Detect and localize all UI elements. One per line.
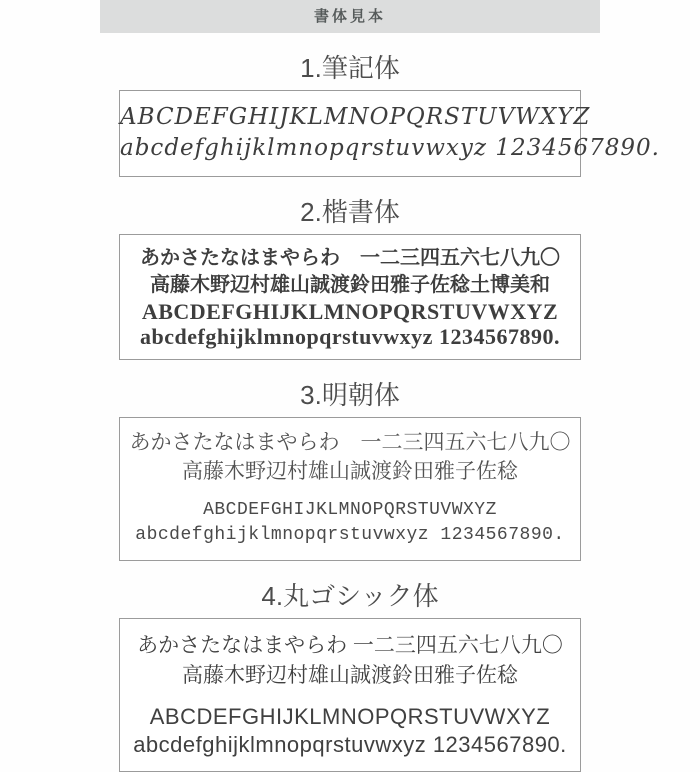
sample-line: あかさたなはまやらわ 一二三四五六七八九〇	[129, 430, 571, 454]
sample-box-gothic	[119, 618, 581, 772]
sample-line: ABCDEFGHIJKLMNOPQRSTUVWXYZ	[120, 104, 591, 130]
sample-box-script	[119, 90, 660, 177]
sample-line: 高藤木野辺村雄山誠渡鈴田雅子佐稔土博美和	[150, 274, 550, 296]
section-title-kaisho: 2.楷書体	[300, 197, 400, 227]
sample-line: abcdefghijklmnopqrstuvwxyz 1234567890.	[135, 525, 565, 545]
sample-box-mincho	[119, 417, 581, 561]
spacer	[120, 691, 580, 703]
sample-line: abcdefghijklmnopqrstuvwxyz 1234567890.	[133, 732, 567, 757]
sample-line: ABCDEFGHIJKLMNOPQRSTUVWXYZ	[203, 500, 497, 520]
sample-line: 高藤木野辺村雄山誠渡鈴田雅子佐稔	[182, 664, 518, 687]
sample-line: ABCDEFGHIJKLMNOPQRSTUVWXYZ	[149, 704, 551, 729]
page-header: 書体見本	[100, 0, 600, 33]
sample-box-kaisho	[119, 234, 581, 360]
section-title-gothic: 4.丸ゴシック体	[261, 581, 439, 611]
sample-line: ABCDEFGHIJKLMNOPQRSTUVWXYZ	[141, 299, 559, 324]
sample-line: abcdefghijklmnopqrstuvwxyz 1234567890.	[140, 324, 560, 349]
sample-line: abcdefghijklmnopqrstuvwxyz 1234567890.	[120, 135, 660, 161]
sample-line: あかさたなはまやらわ 一二三四五六七八九〇	[140, 247, 560, 269]
section-title-mincho: 3.明朝体	[300, 380, 400, 410]
section-title-script: 1.筆記体	[300, 53, 400, 83]
sample-line: 高藤木野辺村雄山誠渡鈴田雅子佐稔	[182, 459, 518, 483]
sample-line: あかさたなはまやらわ 一二三四五六七八九〇	[137, 634, 563, 657]
spacer	[120, 486, 580, 498]
